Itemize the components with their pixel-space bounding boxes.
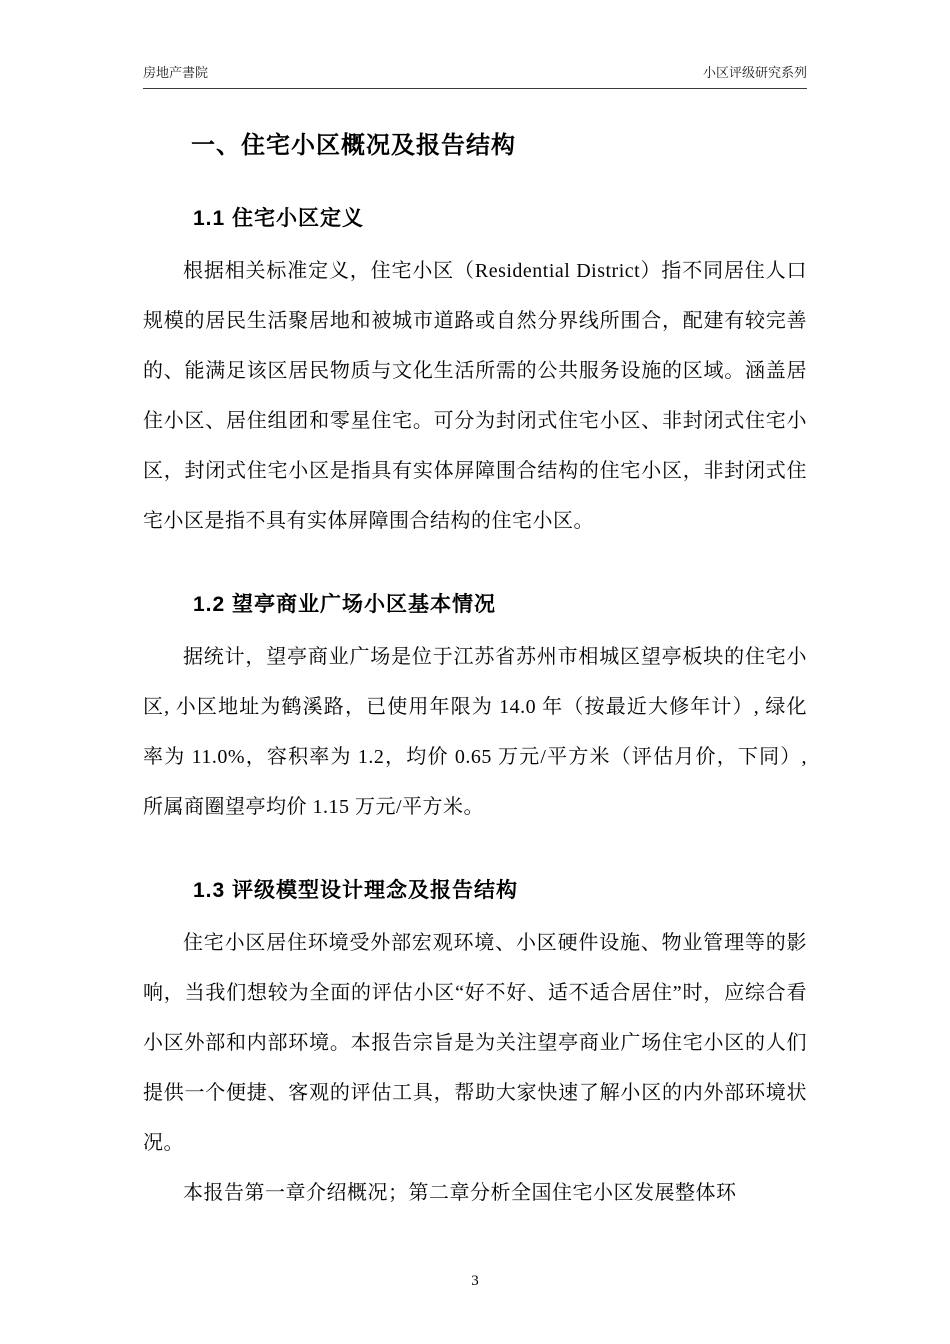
section-title-1-2: 1.2 望亭商业广场小区基本情况	[193, 593, 497, 616]
section-1-3-paragraph-2: 本报告第一章介绍概况；第二章分析全国住宅小区发展整体环	[183, 1182, 737, 1204]
header-series: 小区评级研究系列	[702, 65, 807, 80]
section-1-3-paragraph-1: 住宅小区居住环境受外部宏观环境、小区硬件设施、物业管理等的影响，当我们想较为全面的评估小区“好不好、适不适合居住”时，应综合看小区外部和内部环境。本报告宗旨是为关注望亭商业广场住宅小区的人们提供一个便捷、客观的评估工具，帮助大家快速了解小区的内外部环境状况。	[143, 932, 807, 1154]
section-1-1-paragraph: 根据相关标准定义，住宅小区（Residential District）指不同居住人口规模的居民生活聚居地和被城市道路或自然分界线所围合，配建有较完善的、能满足该区居民物质与文化生活所需的公共服务设施的区域。涵盖居住小区、居住组团和零星住宅。可分为封闭式住宅小区、非封闭式住宅小区，封闭式住宅小区是指具有实体屏障围合结构的住宅小区，非封闭式住宅小区是指不具有实体屏障围合结构的住宅小区。	[143, 260, 807, 532]
page-header	[143, 0, 807, 89]
page-number: 3	[471, 1273, 479, 1289]
section-title-1-3: 1.3 评级模型设计理念及报告结构	[193, 879, 519, 902]
section-title-1-1: 1.1 住宅小区定义	[193, 207, 365, 230]
header-brand: 房地产書院	[143, 65, 209, 80]
section-1-2-paragraph: 据统计，望亭商业广场是位于江苏省苏州市相城区望亭板块的住宅小区, 小区地址为鹤溪路，已使用年限为 14.0 年（按最近大修年计）, 绿化率为 11.0%，容积率为 1.2，均价 0.65 万元/平方米（评估月价，下同）, 所属商圈望亭均价 1.15 万元/平方米。	[143, 646, 807, 818]
chapter-title: 一、住宅小区概况及报告结构	[191, 132, 516, 159]
